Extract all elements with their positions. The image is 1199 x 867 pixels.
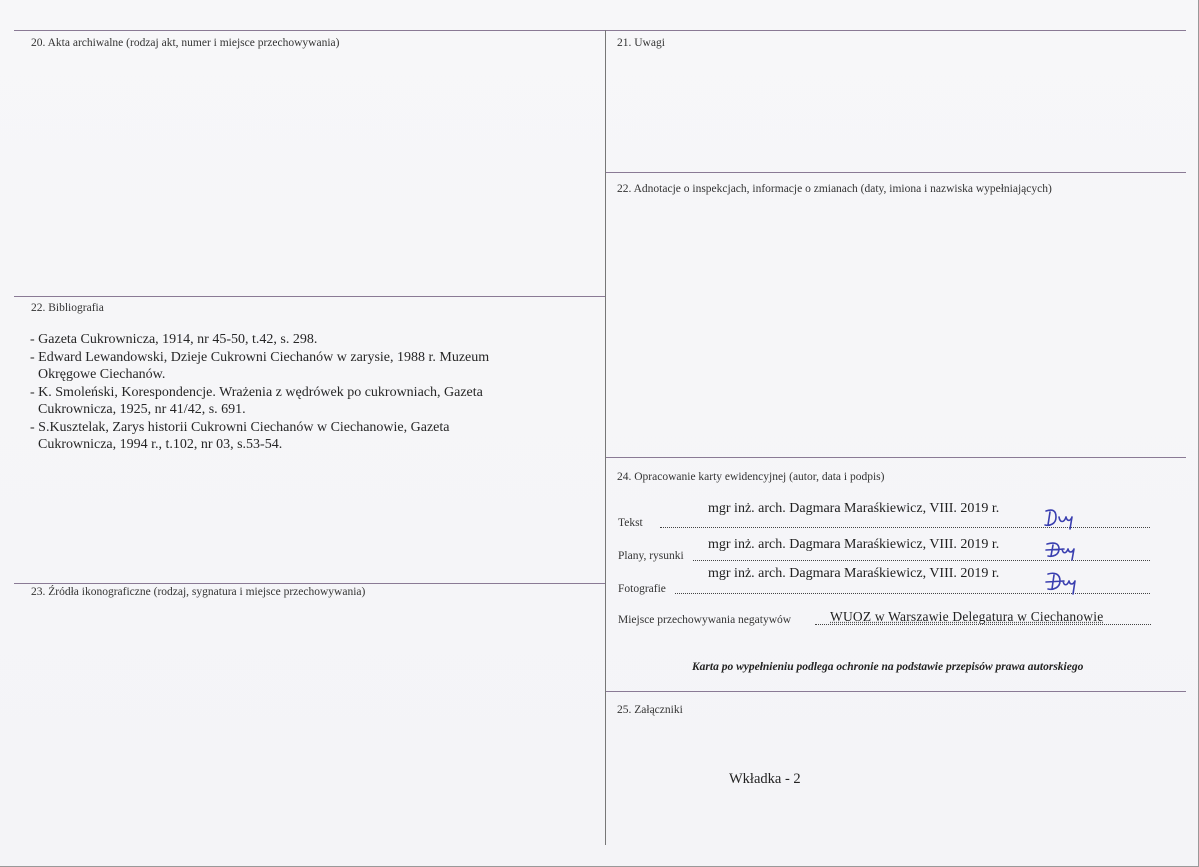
rule-remarks-annotations (605, 172, 1186, 173)
bibliography-list (30, 331, 570, 454)
top-rule (14, 30, 1186, 31)
center-divider (605, 30, 606, 845)
rule-archival-bibliography (14, 296, 605, 297)
iconographic-label: 23. Źródła ikonograficzne (rodzaj, sygnatura i miejsce przechowywania) (31, 586, 366, 598)
bibliography-item (30, 384, 570, 419)
signature-text (1042, 507, 1090, 531)
negatives-label: Miejsce przechowywania negatywów (618, 614, 792, 626)
cardprep-label: 24. Opracowanie karty ewidencyjnej (autor, data i podpis) (617, 471, 885, 483)
signature-plans (1044, 538, 1092, 562)
bibliography-item-line1: - S.Kusztelak, Zarys historii Cukrowni Ciechanów w Ciechanowie, Gazeta (30, 419, 450, 435)
rule-cardprep-attachments (605, 691, 1186, 692)
text-field-label: Tekst (618, 517, 643, 529)
bibliography-item-line1: - Edward Lewandowski, Dzieje Cukrowni Ciechanów w zarysie, 1988 r. Muzeum (30, 349, 490, 365)
remarks-label: 21. Uwagi (617, 37, 665, 49)
bibliography-item-line2: Cukrownicza, 1925, nr 41/42, s. 691. (38, 402, 246, 417)
negatives-value: WUOZ w Warszawie Delegatura w Ciechanowie (830, 609, 1104, 624)
rule-bibliography-iconographic (14, 583, 605, 584)
bibliography-item-line1: - K. Smoleński, Korespondencje. Wrażenia z wędrówek po cukrowniach, Gazeta (30, 384, 483, 400)
rule-annotations-cardprep (605, 457, 1186, 458)
photos-author: mgr inż. arch. Dagmara Maraśkiewicz, VIII. 2019 r. (708, 566, 1000, 581)
copyright-note: Karta po wypełnieniu podlega ochronie na podstawie przepisów prawa autorskiego (692, 661, 1084, 673)
bibliography-item-line2: Cukrownicza, 1994 r., t.102, nr 03, s.53-54. (38, 437, 283, 452)
attachments-label: 25. Załączniki (617, 704, 683, 716)
text-author: mgr inż. arch. Dagmara Maraśkiewicz, VIII. 2019 r. (708, 501, 1000, 516)
bibliography-item (30, 331, 570, 349)
bibliography-item-line2: Okręgowe Ciechanów. (38, 367, 166, 382)
bibliography-item (30, 419, 570, 454)
annotations-label: 22. Adnotacje o inspekcjach, informacje o zmianach (daty, imiona i nazwiska wypełniających) (617, 183, 1052, 195)
photos-field-label: Fotografie (618, 583, 666, 595)
bibliography-item (30, 349, 570, 384)
signature-photos (1044, 568, 1092, 596)
bibliography-label: 22. Bibliografia (31, 302, 104, 314)
attachments-insert: Wkładka - 2 (729, 771, 801, 787)
bibliography-item-line1: - Gazeta Cukrownicza, 1914, nr 45-50, t.42, s. 298. (30, 332, 318, 347)
plans-field-label: Plany, rysunki (618, 550, 684, 562)
plans-author: mgr inż. arch. Dagmara Maraśkiewicz, VIII. 2019 r. (708, 537, 1000, 552)
archival-label: 20. Akta archiwalne (rodzaj akt, numer i miejsce przechowywania) (31, 37, 340, 49)
